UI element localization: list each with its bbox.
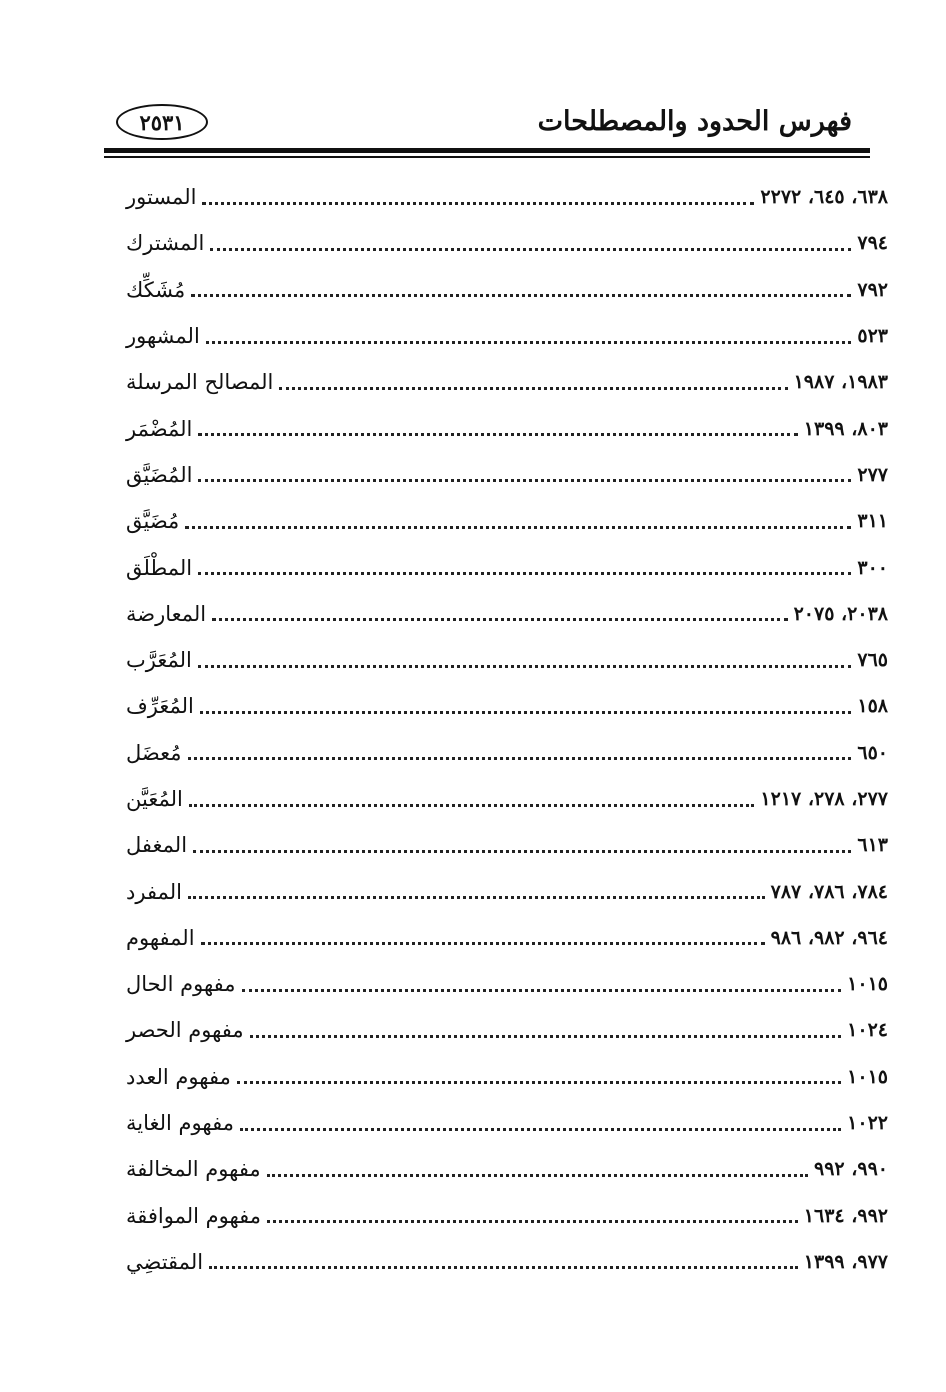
page-refs: ١٠١٥ (847, 1065, 888, 1088)
page-refs: ٩٧٧، ١٣٩٩ (803, 1250, 888, 1273)
dot-leader (198, 479, 851, 482)
dot-leader (237, 1081, 841, 1084)
page-refs: ٣١١ (857, 510, 888, 533)
dot-leader (206, 341, 852, 344)
header-rule-thick (104, 148, 870, 153)
index-term: مفهوم الغاية (126, 1111, 234, 1136)
dot-leader (267, 1174, 808, 1177)
dot-leader (267, 1220, 798, 1223)
page-refs: ٧٩٢ (857, 278, 888, 301)
index-term: مفهوم العدد (126, 1064, 231, 1089)
index-term: المصالح المرسلة (126, 370, 274, 395)
index-list (120, 174, 892, 1285)
page-refs: ١٥٨ (857, 695, 888, 718)
index-entry (120, 359, 892, 405)
index-term: مُشَكِّك (126, 277, 186, 302)
index-term: المُعَيَّن (126, 787, 183, 811)
index-entry (120, 498, 892, 544)
page-refs: ٨٠٣، ١٣٩٩ (803, 417, 888, 440)
index-entry (120, 776, 892, 822)
index-entry (120, 1007, 892, 1053)
dot-leader (202, 202, 754, 205)
index-term: المُضَيَّق (126, 462, 193, 487)
dot-leader (188, 757, 852, 760)
index-term: مفهوم المخالفة (126, 1157, 261, 1182)
index-entry (120, 822, 892, 868)
index-term: المغفل (126, 833, 188, 858)
index-entry (120, 220, 892, 266)
dot-leader (198, 572, 851, 575)
index-entry (120, 1054, 892, 1100)
dot-leader (200, 711, 852, 714)
page-refs: ٧٦٥ (857, 649, 888, 672)
dot-leader (212, 618, 787, 621)
page-refs: ٦٥٠ (857, 741, 888, 764)
page-number-badge: ٢٥٣١ (116, 104, 208, 140)
index-entry (120, 591, 892, 637)
dot-leader (279, 387, 787, 390)
dot-leader (198, 665, 852, 668)
page-refs: ٦٣٨، ٦٤٥، ٢٢٧٢ (760, 186, 888, 209)
index-term: المطْلَق (126, 555, 193, 580)
page-refs: ٩٦٤، ٩٨٢، ٩٨٦ (770, 926, 888, 949)
index-entry (120, 683, 892, 729)
index-entry (120, 1146, 892, 1192)
index-entry (120, 1100, 892, 1146)
index-term: المفهوم (126, 925, 195, 950)
page-refs: ٧٨٤، ٧٨٦، ٧٨٧ (770, 880, 888, 903)
index-entry (120, 868, 892, 914)
index-entry (120, 730, 892, 776)
page-refs: ٩٩٢، ١٦٣٤ (803, 1204, 888, 1227)
index-term: المقتضِي (126, 1249, 204, 1274)
page-refs: ١٠٢٤ (847, 1019, 888, 1042)
dot-leader (189, 804, 755, 807)
running-title: فهرس الحدود والمصطلحات (537, 106, 852, 137)
page-header (104, 96, 870, 144)
index-term: مُضَيَّق (126, 509, 180, 534)
index-entry (120, 267, 892, 313)
index-term: المشهور (126, 324, 200, 349)
index-term: المعارضة (126, 601, 207, 626)
page-refs: ٣٠٠ (857, 556, 888, 579)
index-term: المُضْمَر (126, 416, 193, 441)
index-entry (120, 313, 892, 359)
dot-leader (201, 942, 765, 945)
index-term: المفرد (126, 879, 182, 904)
page-refs: ١٩٨٣، ١٩٨٧ (793, 371, 888, 394)
index-entry (120, 174, 892, 220)
index-entry (120, 1193, 892, 1239)
index-term: المستور (126, 185, 197, 210)
dot-leader (188, 896, 765, 899)
dot-leader (185, 526, 851, 529)
dot-leader (198, 433, 797, 436)
index-term: المُعَرِّف (126, 694, 194, 719)
index-entry (120, 1239, 892, 1285)
page-refs: ١٠١٥ (847, 973, 888, 996)
index-term: مفهوم الحال (126, 972, 236, 997)
index-term: المشترك (126, 231, 205, 256)
index-term: مفهوم الموافقة (126, 1203, 262, 1228)
index-entry (120, 915, 892, 961)
dot-leader (209, 1266, 798, 1269)
dot-leader (242, 989, 842, 992)
dot-leader (210, 248, 851, 251)
page-refs: ٦١٣ (857, 834, 888, 857)
index-entry (120, 405, 892, 451)
page-refs: ٢٠٣٨، ٢٠٧٥ (793, 602, 888, 625)
page-refs: ٢٧٧، ٢٧٨، ١٢١٧ (760, 788, 888, 810)
index-term: مفهوم الحصر (126, 1018, 244, 1043)
index-entry (120, 637, 892, 683)
header-rule-thin (104, 156, 870, 158)
dot-leader (240, 1128, 841, 1131)
index-entry (120, 961, 892, 1007)
page-refs: ٥٢٣ (857, 325, 888, 348)
page-refs: ٧٩٤ (857, 232, 888, 255)
page-refs: ٩٩٠، ٩٩٢ (814, 1158, 888, 1181)
page-refs: ٢٧٧ (857, 463, 888, 486)
index-term: مُعضَل (126, 740, 182, 765)
index-term: المُعَرَّب (126, 648, 192, 673)
dot-leader (250, 1035, 842, 1038)
index-entry (120, 452, 892, 498)
page-refs: ١٠٢٢ (847, 1112, 888, 1135)
dot-leader (191, 294, 851, 297)
dot-leader (193, 850, 851, 853)
index-entry (120, 544, 892, 590)
